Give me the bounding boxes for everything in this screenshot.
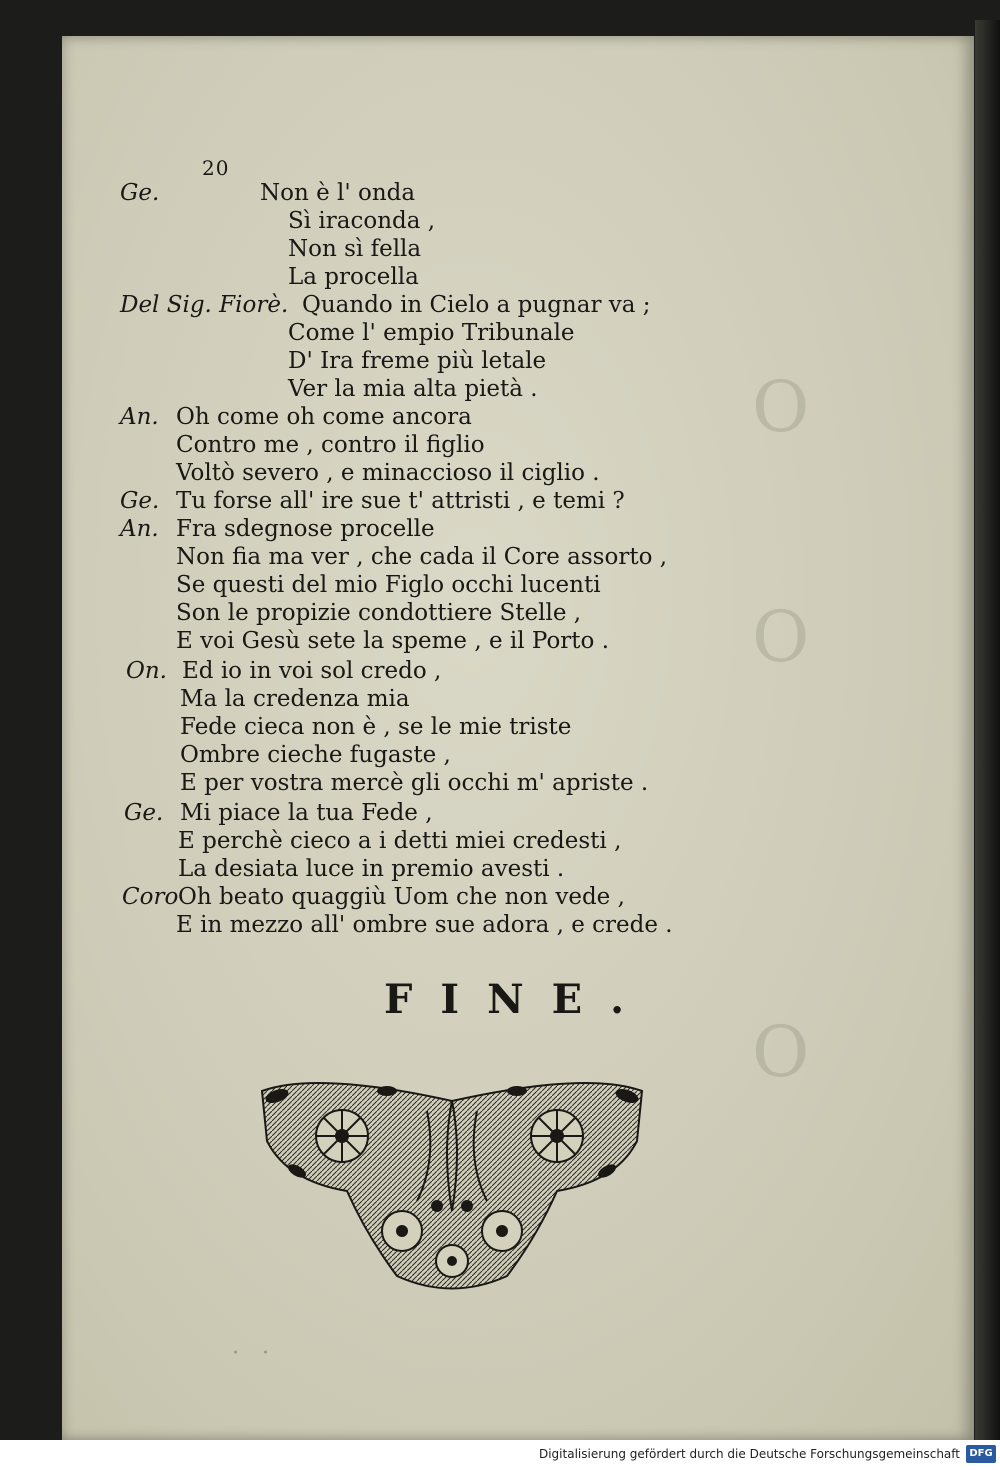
floral-ornament <box>257 1071 647 1296</box>
verse-line: Fra sdegnose procelle <box>176 516 435 542</box>
fine-heading: FINE. <box>383 976 653 1023</box>
verse-line: Come l' empio Tribunale <box>288 320 575 346</box>
footer-credit: Digitalisierung gefördert durch die Deutsche Forschungsgemeinschaft <box>538 1447 960 1461</box>
speaker-label: An. <box>120 404 159 430</box>
verse-line: E in mezzo all' ombre sue adora , e crede . <box>176 912 673 938</box>
speaker-label: Coro <box>122 884 179 910</box>
verse-line: Ver la mia alta pietà . <box>288 376 538 402</box>
verse-line: Fede cieca non è , se le mie triste <box>180 714 572 740</box>
speaker-label: Ge. <box>120 488 160 514</box>
page-text <box>62 36 974 1440</box>
verse-line: Son le propizie condottiere Stelle , <box>176 600 582 626</box>
speaker-label: On. <box>126 658 167 684</box>
verse-line: E perchè cieco a i detti miei credesti , <box>178 828 622 854</box>
verse-line: Non è l' onda <box>260 180 416 206</box>
page-number: 20 <box>202 156 230 180</box>
verse-line: Voltò severo , e minaccioso il ciglio . <box>176 460 600 486</box>
verse-line: Non fia ma ver , che cada il Core assorto , <box>176 544 668 570</box>
speaker-label: An. <box>120 516 159 542</box>
dfg-logo: DFG <box>966 1445 996 1463</box>
verse-line: E voi Gesù sete la speme , e il Porto . <box>176 628 610 654</box>
verse-line: La desiata luce in premio avesti . <box>178 856 565 882</box>
verse-line: Mi piace la tua Fede , <box>180 800 433 826</box>
bleed-through-initial: O <box>752 1011 810 1093</box>
verse-line: Ed io in voi sol credo , <box>182 658 442 684</box>
verse-line: Non sì fella <box>288 236 422 262</box>
bleed-through-initial: O <box>752 596 810 678</box>
print-specks: · · <box>232 1341 277 1366</box>
verse-line: Ma la credenza mia <box>180 686 410 712</box>
verse-line: Sì iraconda , <box>288 208 436 234</box>
bleed-through-initial: O <box>752 366 810 448</box>
verse-line: Quando in Cielo a pugnar va ; <box>302 292 651 318</box>
verse-line: Ombre cieche fugaste , <box>180 742 451 768</box>
verse-line: Oh come oh come ancora <box>176 404 472 430</box>
speaker-label: Ge. <box>120 180 160 206</box>
verse-line: Contro me , contro il figlio <box>176 432 485 458</box>
verse-line: D' Ira freme più letale <box>288 348 547 374</box>
verse-line: Oh beato quaggiù Uom che non vede , <box>178 884 625 910</box>
verse-line: Se questi del mio Figlo occhi lucenti <box>176 572 601 598</box>
speaker-label: Del Sig. Fiorè. <box>120 292 289 318</box>
speaker-label: Ge. <box>124 800 164 826</box>
book-page <box>62 36 974 1440</box>
book-edge <box>975 20 1000 1440</box>
verse-line: E per vostra mercè gli occhi m' apriste . <box>180 770 649 796</box>
verse-line: Tu forse all' ire sue t' attristi , e temi ? <box>176 488 625 514</box>
verse-line: La procella <box>288 264 419 290</box>
